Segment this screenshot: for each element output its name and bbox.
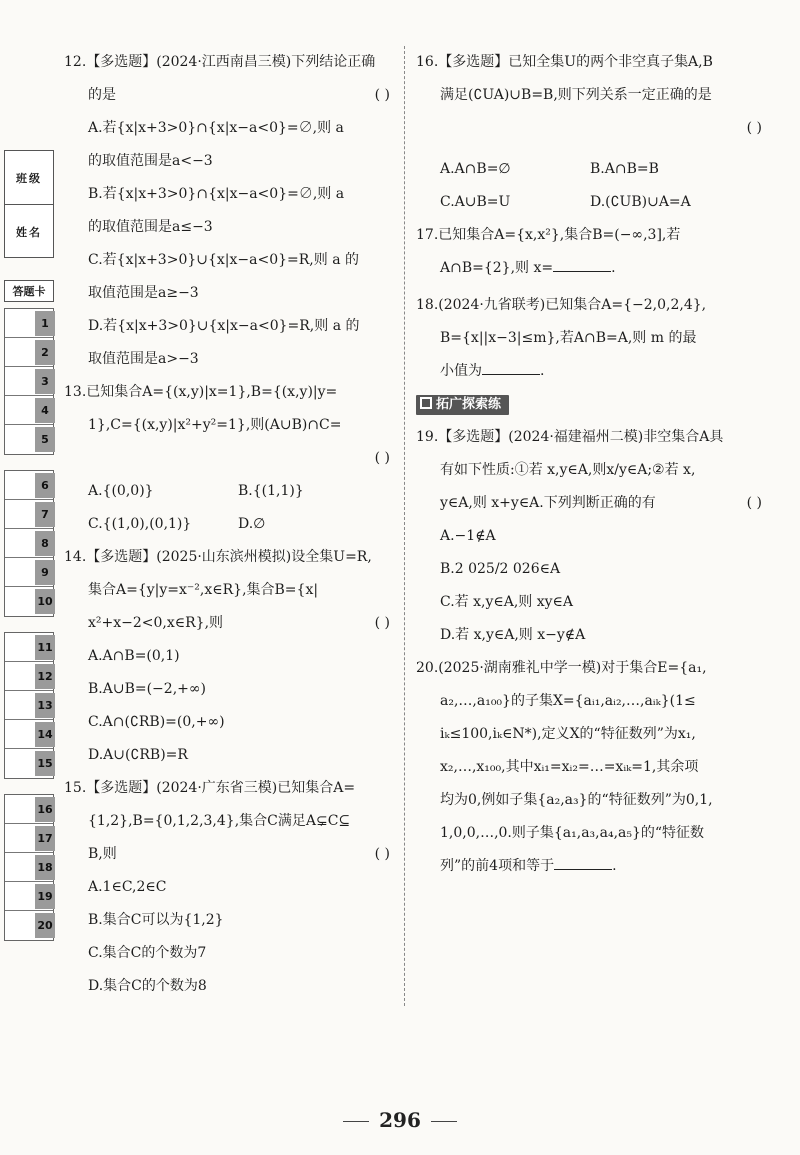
- option-a: A.{(0,0)}: [88, 483, 154, 499]
- question-text: 13.已知集合A={(x,y)|x=1},B={(x,y)|y=: [64, 384, 338, 400]
- option-b: B.若{x|x+3>0}∩{x|x−a<0}=∅,则 a: [88, 186, 345, 202]
- question-text: 集合A={y|y=x⁻²,x∈R},集合B={x|: [88, 582, 319, 598]
- right-column: [416, 46, 766, 883]
- name-label: 姓名: [16, 226, 42, 239]
- question-text: B={x||x−3|≤m},若A∩B=A,则 m 的最: [440, 330, 697, 346]
- page-number: 296: [0, 1108, 800, 1132]
- option-b: B.2 025/2 026∈A: [440, 561, 561, 577]
- answer-row[interactable]: 10: [5, 587, 53, 616]
- answer-row[interactable]: 9: [5, 558, 53, 587]
- name-field[interactable]: [5, 205, 53, 259]
- answer-row[interactable]: 5: [5, 425, 53, 454]
- answer-row[interactable]: 14: [5, 720, 53, 749]
- question-text: 17.已知集合A={x,x²},集合B=(−∞,3],若: [416, 227, 681, 243]
- option-c: C.{(1,0),(0,1)}: [88, 516, 192, 532]
- answer-paren[interactable]: ( ): [374, 87, 390, 103]
- answer-group-1: [4, 308, 54, 455]
- question-12: [64, 46, 394, 376]
- answer-paren[interactable]: ( ): [746, 120, 762, 136]
- page-number-dash: [431, 1121, 457, 1122]
- option-b: B.集合C可以为{1,2}: [88, 912, 224, 928]
- question-14: [64, 541, 394, 772]
- question-text: a₂,…,a₁₀₀}的子集X={aᵢ₁,aᵢ₂,…,aᵢₖ}(1≤: [440, 693, 696, 709]
- question-17: 17.已知集合A={x,x²},集合B=(−∞,3],若 A∩B={2},则 x= .: [416, 219, 766, 285]
- answer-row[interactable]: 4: [5, 396, 53, 425]
- option-a: A.A∩B=(0,1): [88, 648, 180, 664]
- question-text: B,则: [88, 846, 117, 862]
- question-18: 18.(2024·九省联考)已知集合A={−2,0,2,4}, B={x||x−3|≤m},若A∩B=A,则 m 的最 小值为 .: [416, 289, 766, 388]
- option-d: D.集合C的个数为8: [88, 978, 207, 994]
- question-text: 有如下性质:①若 x,y∈A,则x/y∈A;②若 x,: [440, 462, 696, 478]
- question-20: 20.(2025·湖南雅礼中学一模)对于集合E={a₁, a₂,…,a₁₀₀}的子集X={aᵢ₁,aᵢ₂,…,aᵢₖ}(1≤ iₖ≤100,iₖ∈N*),定义X的“特征数列”为x₁, x₂,…,x₁₀₀,其中xᵢ₁=xᵢ₂=…=xᵢₖ=1,其余项 均为0,例如子集{a₂,a₃}的“特征数列”为0,1, 1,0,0,…,0.则子集{a₁,a₃,a₄,a₅}的“特征数 列”的前4项和等于 .: [416, 652, 766, 883]
- answer-card-title: 答题卡: [4, 280, 54, 302]
- page-number-dash: [343, 1121, 369, 1122]
- column-divider: [404, 46, 405, 1006]
- answer-paren[interactable]: ( ): [374, 615, 390, 631]
- answer-row[interactable]: 20: [5, 911, 53, 940]
- class-field[interactable]: [5, 151, 53, 205]
- answer-group-2: [4, 470, 54, 617]
- question-text: 均为0,例如子集{a₂,a₃}的“特征数列”为0,1,: [440, 792, 713, 808]
- answer-row[interactable]: 8: [5, 529, 53, 558]
- option-a: A.1∈C,2∈C: [88, 879, 167, 895]
- section-label: 拓广探索练: [416, 395, 509, 415]
- option-b-cont: 的取值范围是a≤−3: [88, 219, 213, 235]
- answer-paren[interactable]: ( ): [746, 495, 762, 511]
- option-c: C.集合C的个数为7: [88, 945, 207, 961]
- question-text: 小值为: [440, 363, 482, 379]
- question-text: 12.【多选题】(2024·江西南昌三模)下列结论正确: [64, 54, 376, 70]
- option-a-cont: 的取值范围是a<−3: [88, 153, 213, 169]
- answer-row[interactable]: 19: [5, 882, 53, 911]
- answer-row[interactable]: 16: [5, 795, 53, 824]
- option-c: C.若{x|x+3>0}∪{x|x−a<0}=R,则 a 的: [88, 252, 359, 268]
- option-c: C.A∩(∁RB)=(0,+∞): [88, 714, 225, 730]
- option-d: D.A∪(∁RB)=R: [88, 747, 188, 763]
- question-text: 的是: [88, 87, 116, 103]
- answer-row[interactable]: 2: [5, 338, 53, 367]
- answer-row[interactable]: 3: [5, 367, 53, 396]
- question-text: 14.【多选题】(2025·山东滨州模拟)设全集U=R,: [64, 549, 372, 565]
- class-label: 班级: [16, 171, 42, 185]
- answer-paren[interactable]: ( ): [374, 450, 390, 466]
- option-a: A.−1∉A: [440, 528, 496, 544]
- answer-group-3: [4, 632, 54, 779]
- option-c: C.若 x,y∈A,则 xy∈A: [440, 594, 574, 610]
- answer-row[interactable]: 7: [5, 500, 53, 529]
- question-text: 1,0,0,…,0.则子集{a₁,a₃,a₄,a₅}的“特征数: [440, 825, 705, 841]
- student-info-box: [4, 150, 54, 258]
- question-text: 20.(2025·湖南雅礼中学一模)对于集合E={a₁,: [416, 660, 707, 676]
- question-text: {1,2},B={0,1,2,3,4},集合C满足A⊊C⊆: [88, 813, 351, 829]
- question-text: iₖ≤100,iₖ∈N*),定义X的“特征数列”为x₁,: [440, 726, 696, 742]
- option-d: D.若 x,y∈A,则 x−y∉A: [440, 627, 586, 643]
- question-13: [64, 376, 394, 541]
- option-b: B.A∩B=B: [590, 161, 659, 177]
- answer-row[interactable]: 17: [5, 824, 53, 853]
- option-c-cont: 取值范围是a≥−3: [88, 285, 199, 301]
- question-text: 15.【多选题】(2024·广东省三模)已知集合A=: [64, 780, 356, 796]
- question-text: 16.【多选题】已知全集U的两个非空真子集A,B: [416, 54, 713, 70]
- option-b: B.{(1,1)}: [238, 483, 304, 499]
- question-text: x²+x−2<0,x∈R},则: [88, 615, 224, 631]
- option-d-cont: 取值范围是a>−3: [88, 351, 199, 367]
- question-text: x₂,…,x₁₀₀,其中xᵢ₁=xᵢ₂=…=xᵢₖ=1,其余项: [440, 759, 699, 775]
- option-a: A.A∩B=∅: [440, 161, 511, 177]
- answer-row[interactable]: 12: [5, 662, 53, 691]
- answer-group-4: [4, 794, 54, 941]
- question-text: 1},C={(x,y)|x²+y²=1},则(A∪B)∩C=: [88, 417, 342, 433]
- answer-row[interactable]: 15: [5, 749, 53, 778]
- section-square-icon: [420, 397, 432, 409]
- answer-row[interactable]: 13: [5, 691, 53, 720]
- question-16: [416, 46, 766, 219]
- answer-row[interactable]: 18: [5, 853, 53, 882]
- answer-blank[interactable]: [482, 357, 540, 375]
- answer-paren[interactable]: ( ): [374, 846, 390, 862]
- question-text: 19.【多选题】(2024·福建福州二模)非空集合A具: [416, 429, 724, 445]
- answer-row[interactable]: 11: [5, 633, 53, 662]
- question-text: 列”的前4项和等于: [440, 858, 555, 874]
- option-c: C.A∪B=U: [440, 194, 511, 210]
- question-text: A∩B={2},则 x=: [440, 260, 554, 276]
- question-text: y∈A,则 x+y∈A.下列判断正确的有: [440, 495, 656, 511]
- answer-blank[interactable]: [553, 254, 611, 272]
- question-15: [64, 772, 394, 1003]
- option-d: D.若{x|x+3>0}∪{x|x−a<0}=R,则 a 的: [88, 318, 360, 334]
- answer-row[interactable]: 6: [5, 471, 53, 500]
- answer-row[interactable]: 1: [5, 309, 53, 338]
- option-d: D.(∁UB)∪A=A: [590, 194, 691, 210]
- option-a: A.若{x|x+3>0}∩{x|x−a<0}=∅,则 a: [88, 120, 344, 136]
- option-b: B.A∪B=(−2,+∞): [88, 681, 207, 697]
- option-d: D.∅: [238, 516, 266, 532]
- question-19: [416, 421, 766, 652]
- answer-blank[interactable]: [554, 852, 612, 870]
- left-column: [64, 46, 394, 1003]
- question-text: 满足(∁UA)∪B=B,则下列关系一定正确的是: [440, 87, 712, 103]
- question-text: 18.(2024·九省联考)已知集合A={−2,0,2,4},: [416, 297, 707, 313]
